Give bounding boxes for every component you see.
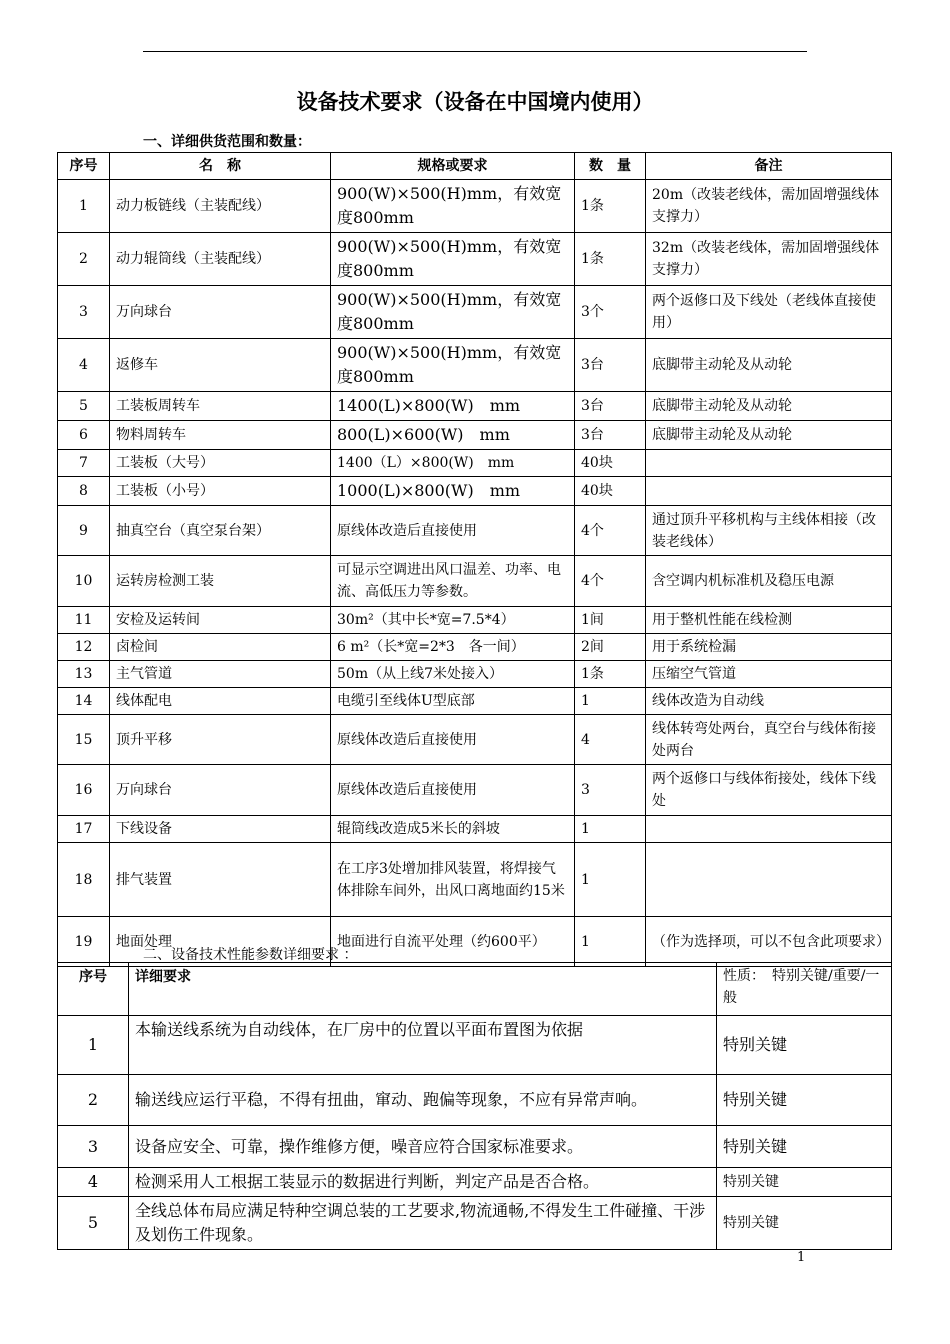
cell-qty: 3个 xyxy=(575,286,646,339)
col-header-spec: 规格或要求 xyxy=(331,153,575,180)
cell-no: 1 xyxy=(58,180,110,233)
table-row xyxy=(58,1016,892,1075)
table-row xyxy=(58,765,892,816)
cell-spec: 1400(L)×800(W) mm xyxy=(331,392,575,421)
cell-qty: 3台 xyxy=(575,339,646,392)
cell-no: 18 xyxy=(58,843,110,917)
supply-scope-body xyxy=(58,180,892,967)
cell-qty: 1 xyxy=(575,816,646,843)
table-row xyxy=(58,506,892,556)
cell-spec: 1000(L)×800(W) mm xyxy=(331,477,575,506)
cell-spec: 原线体改造后直接使用 xyxy=(331,506,575,556)
col-header-name: 名 称 xyxy=(110,153,331,180)
cell-qty: 2间 xyxy=(575,634,646,661)
table-row xyxy=(58,634,892,661)
cell-name: 线体配电 xyxy=(110,688,331,715)
cell-no: 16 xyxy=(58,765,110,816)
cell-requirement: 设备应安全、可靠，操作维修方便，噪音应符合国家标准要求。 xyxy=(129,1126,717,1168)
cell-requirement: 检测采用人工根据工装显示的数据进行判断，判定产品是否合格。 xyxy=(129,1168,717,1197)
table-row xyxy=(58,180,892,233)
cell-no: 1 xyxy=(58,1016,129,1075)
cell-qty: 4个 xyxy=(575,556,646,607)
cell-name: 排气装置 xyxy=(110,843,331,917)
cell-no: 10 xyxy=(58,556,110,607)
cell-spec: 900(W)×500(H)mm，有效宽度800mm xyxy=(331,339,575,392)
cell-name: 卤检间 xyxy=(110,634,331,661)
cell-name: 工装板周转车 xyxy=(110,392,331,421)
cell-name: 下线设备 xyxy=(110,816,331,843)
table-row xyxy=(58,286,892,339)
cell-remark: 两个返修口及下线处（老线体直接使用） xyxy=(646,286,892,339)
cell-remark: 用于整机性能在线检测 xyxy=(646,607,892,634)
cell-spec: 地面进行自流平处理（约600平） xyxy=(331,917,575,967)
cell-nature: 特别关键 xyxy=(717,1075,892,1126)
table-row xyxy=(58,477,892,506)
cell-remark: 压缩空气管道 xyxy=(646,661,892,688)
cell-requirement: 输送线应运行平稳，不得有扭曲，窜动、跑偏等现象，不应有异常声响。 xyxy=(129,1075,717,1126)
cell-qty: 4个 xyxy=(575,506,646,556)
section2-heading: 二、设备技术性能参数详细要求 ： xyxy=(143,947,358,963)
cell-spec: 原线体改造后直接使用 xyxy=(331,715,575,765)
cell-nature: 特别关键 xyxy=(717,1168,892,1197)
cell-requirement: 全线总体布局应满足特种空调总装的工艺要求,物流通畅,不得发生工件碰撞、干涉及划伤工件现象。 xyxy=(129,1197,717,1250)
cell-name: 抽真空台（真空泵台架） xyxy=(110,506,331,556)
document-title: 设备技术要求（设备在中国境内使用） xyxy=(296,90,654,114)
cell-no: 11 xyxy=(58,607,110,634)
cell-qty: 1条 xyxy=(575,661,646,688)
col-header-qty: 数 量 xyxy=(575,153,646,180)
cell-name: 返修车 xyxy=(110,339,331,392)
cell-no: 3 xyxy=(58,286,110,339)
cell-spec: 可显示空调进出风口温差、功率、电流、高低压力等参数。 xyxy=(331,556,575,607)
cell-no: 5 xyxy=(58,1197,129,1250)
cell-name: 物料周转车 xyxy=(110,421,331,450)
cell-name: 万向球台 xyxy=(110,286,331,339)
performance-requirements-table xyxy=(57,962,892,1250)
cell-qty: 40块 xyxy=(575,477,646,506)
col-header-requirement: 详细要求 xyxy=(129,963,717,1016)
cell-remark xyxy=(646,816,892,843)
cell-spec: 50m（从上线7米处接入） xyxy=(331,661,575,688)
cell-remark xyxy=(646,843,892,917)
cell-no: 13 xyxy=(58,661,110,688)
cell-spec: 30m²（其中长*宽=7.5*4） xyxy=(331,607,575,634)
cell-name: 地面处理 xyxy=(110,917,331,967)
cell-qty: 1条 xyxy=(575,180,646,233)
cell-spec: 1400（L）×800(W) mm xyxy=(331,450,575,477)
cell-nature: 特别关键 xyxy=(717,1197,892,1250)
cell-no: 7 xyxy=(58,450,110,477)
table-row xyxy=(58,607,892,634)
cell-spec: 900(W)×500(H)mm，有效宽度800mm xyxy=(331,180,575,233)
cell-no: 19 xyxy=(58,917,110,967)
table-row xyxy=(58,688,892,715)
cell-qty: 3台 xyxy=(575,421,646,450)
table-header-row xyxy=(58,963,892,1016)
cell-qty: 4 xyxy=(575,715,646,765)
cell-no: 6 xyxy=(58,421,110,450)
table-row xyxy=(58,1168,892,1197)
cell-name: 安检及运转间 xyxy=(110,607,331,634)
cell-qty: 3台 xyxy=(575,392,646,421)
table-row xyxy=(58,450,892,477)
cell-no: 8 xyxy=(58,477,110,506)
cell-remark: 含空调内机标准机及稳压电源 xyxy=(646,556,892,607)
table-row xyxy=(58,715,892,765)
cell-remark: 线体改造为自动线 xyxy=(646,688,892,715)
table-row xyxy=(58,421,892,450)
cell-name: 动力板链线（主装配线） xyxy=(110,180,331,233)
cell-spec: 900(W)×500(H)mm，有效宽度800mm xyxy=(331,286,575,339)
cell-name: 动力辊筒线（主装配线） xyxy=(110,233,331,286)
cell-remark: 两个返修口与线体衔接处，线体下线处 xyxy=(646,765,892,816)
cell-remark: 底脚带主动轮及从动轮 xyxy=(646,339,892,392)
cell-no: 12 xyxy=(58,634,110,661)
cell-requirement: 本输送线系统为自动线体，在厂房中的位置以平面布置图为依据 xyxy=(129,1016,717,1075)
cell-qty: 3 xyxy=(575,765,646,816)
cell-name: 工装板（小号） xyxy=(110,477,331,506)
cell-name: 万向球台 xyxy=(110,765,331,816)
cell-spec: 6 m²（长*宽=2*3 各一间） xyxy=(331,634,575,661)
cell-qty: 1 xyxy=(575,917,646,967)
cell-remark xyxy=(646,450,892,477)
cell-no: 9 xyxy=(58,506,110,556)
cell-no: 2 xyxy=(58,1075,129,1126)
cell-remark: 底脚带主动轮及从动轮 xyxy=(646,421,892,450)
table-row xyxy=(58,392,892,421)
cell-qty: 40块 xyxy=(575,450,646,477)
cell-no: 5 xyxy=(58,392,110,421)
cell-qty: 1 xyxy=(575,688,646,715)
cell-no: 2 xyxy=(58,233,110,286)
table-row xyxy=(58,556,892,607)
cell-remark: （作为选择项，可以不包含此项要求） xyxy=(646,917,892,967)
table-row xyxy=(58,816,892,843)
table-header-row xyxy=(58,153,892,180)
cell-spec: 原线体改造后直接使用 xyxy=(331,765,575,816)
section1-heading: 一、详细供货范围和数量： xyxy=(143,134,311,150)
cell-qty: 1条 xyxy=(575,233,646,286)
cell-no: 14 xyxy=(58,688,110,715)
cell-no: 17 xyxy=(58,816,110,843)
cell-remark: 32m（改装老线体，需加固增强线体支撑力） xyxy=(646,233,892,286)
cell-no: 15 xyxy=(58,715,110,765)
page-number: 1 xyxy=(797,1250,806,1265)
cell-name: 工装板（大号） xyxy=(110,450,331,477)
cell-remark xyxy=(646,477,892,506)
table-row xyxy=(58,233,892,286)
cell-spec: 在工序3处增加排风装置，将焊接气体排除车间外，出风口离地面约15米 xyxy=(331,843,575,917)
cell-nature: 特别关键 xyxy=(717,1016,892,1075)
table-row xyxy=(58,1126,892,1168)
cell-spec: 电缆引至线体U型底部 xyxy=(331,688,575,715)
cell-name: 运转房检测工装 xyxy=(110,556,331,607)
cell-remark: 20m（改装老线体，需加固增强线体支撑力） xyxy=(646,180,892,233)
cell-no: 4 xyxy=(58,339,110,392)
cell-name: 主气管道 xyxy=(110,661,331,688)
col-header-no: 序号 xyxy=(58,963,129,1016)
cell-qty: 1 xyxy=(575,843,646,917)
header-rule xyxy=(143,51,807,52)
table-row xyxy=(58,339,892,392)
col-header-remark: 备注 xyxy=(646,153,892,180)
table-row xyxy=(58,1197,892,1250)
supply-scope-table xyxy=(57,152,892,967)
table-row xyxy=(58,843,892,917)
col-header-nature: 性质： 特别关键/重要/一般 xyxy=(717,963,892,1016)
cell-no: 3 xyxy=(58,1126,129,1168)
performance-requirements-body xyxy=(58,1016,892,1250)
table-row xyxy=(58,661,892,688)
cell-nature: 特别关键 xyxy=(717,1126,892,1168)
col-header-no: 序号 xyxy=(58,153,110,180)
table-row xyxy=(58,1075,892,1126)
cell-qty: 1间 xyxy=(575,607,646,634)
cell-spec: 800(L)×600(W) mm xyxy=(331,421,575,450)
cell-remark: 底脚带主动轮及从动轮 xyxy=(646,392,892,421)
cell-spec: 辊筒线改造成5米长的斜坡 xyxy=(331,816,575,843)
cell-no: 4 xyxy=(58,1168,129,1197)
cell-remark: 通过顶升平移机构与主线体相接（改装老线体） xyxy=(646,506,892,556)
cell-name: 顶升平移 xyxy=(110,715,331,765)
cell-spec: 900(W)×500(H)mm，有效宽度800mm xyxy=(331,233,575,286)
cell-remark: 线体转弯处两台，真空台与线体衔接处两台 xyxy=(646,715,892,765)
cell-remark: 用于系统检漏 xyxy=(646,634,892,661)
